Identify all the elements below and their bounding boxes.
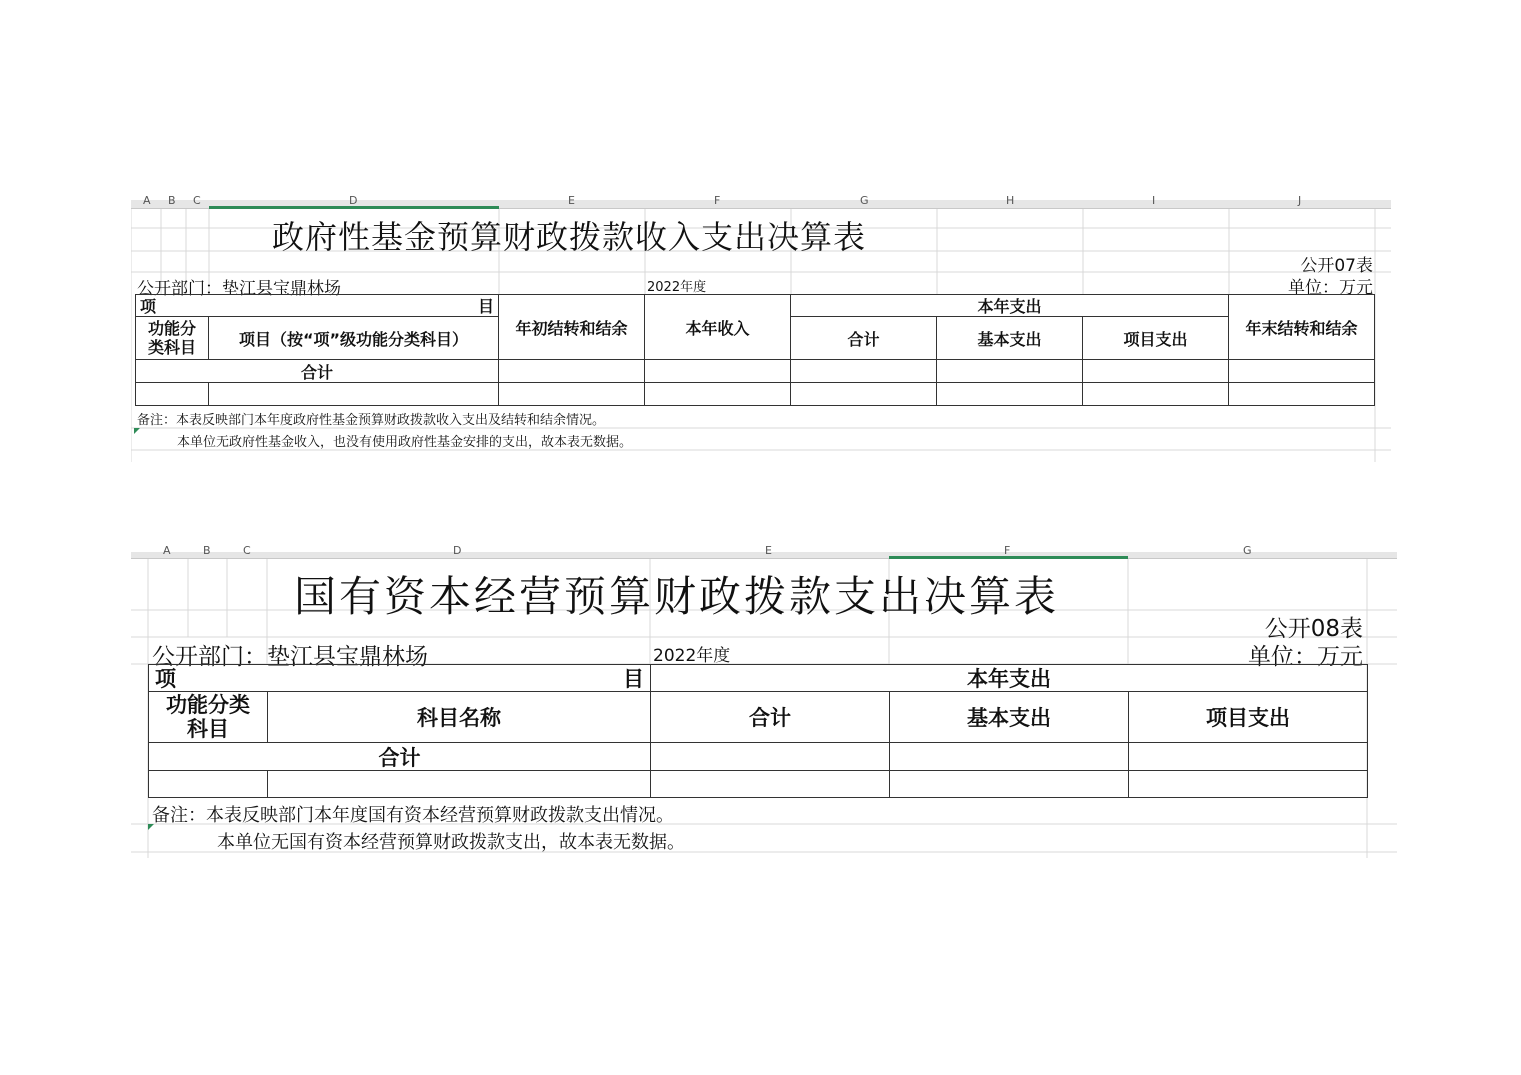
sheet-1-comment-marker bbox=[134, 428, 140, 434]
sheet-1-note-1[interactable]: 备注：本表反映部门本年度政府性基金预算财政拨款收入支出及结转和结余情况。 bbox=[137, 413, 606, 428]
col-header-c[interactable]: C bbox=[193, 194, 201, 207]
sheet-1-data-total-cell[interactable] bbox=[790, 382, 937, 406]
sheet-2-year[interactable]: 2022年度 bbox=[653, 646, 731, 666]
sheet-1-total-project-cell[interactable] bbox=[1082, 359, 1229, 383]
header-item-end-label: 目 bbox=[477, 297, 494, 316]
sheet-1-total-carry-end-cell[interactable] bbox=[1228, 359, 1375, 383]
sheet-2-data-project-cell[interactable] bbox=[1128, 770, 1368, 798]
sheet-1-header-basic[interactable]: 基本支出 bbox=[936, 316, 1083, 360]
sheet-1-unit[interactable]: 单位：万元 bbox=[1288, 278, 1373, 298]
sheet-1-note-2[interactable]: 本单位无政府性基金收入，也没有使用政府性基金安排的支出，故本表无数据。 bbox=[177, 435, 633, 450]
col-header-d[interactable]: D bbox=[349, 194, 358, 207]
sheet-2-comment-marker bbox=[148, 824, 154, 830]
sheet-2-title[interactable]: 国有资本经营预算财政拨款支出决算表 bbox=[294, 572, 1060, 621]
sheet-1-total-income-cell[interactable] bbox=[644, 359, 791, 383]
col-header-a[interactable]: A bbox=[163, 544, 171, 557]
sheet-1-data-basic-cell[interactable] bbox=[936, 382, 1083, 406]
sheet-1-header-project[interactable]: 项目支出 bbox=[1082, 316, 1229, 360]
sheet-1-total-expense-cell[interactable] bbox=[790, 359, 937, 383]
sheet-1-year[interactable]: 2022年度 bbox=[647, 280, 707, 295]
sheet-2-unit[interactable]: 单位：万元 bbox=[1248, 644, 1363, 670]
sheet-1-total-row-label[interactable]: 合计 bbox=[135, 359, 499, 383]
sheet-2-note-1[interactable]: 备注：本表反映部门本年度国有资本经营预算财政拨款支出情况。 bbox=[152, 805, 674, 826]
sheet-2-header-basic[interactable]: 基本支出 bbox=[889, 691, 1129, 743]
sheet-2-department[interactable]: 公开部门：垫江县宝鼎林场 bbox=[152, 644, 428, 670]
col-header-a[interactable]: A bbox=[143, 194, 151, 207]
sheet-2-data-basic-cell[interactable] bbox=[889, 770, 1129, 798]
sheet-1-header-expense-group[interactable]: 本年支出 bbox=[790, 294, 1229, 317]
col-header-i[interactable]: I bbox=[1152, 194, 1156, 207]
sheet-2-column-header-bar[interactable] bbox=[131, 552, 1397, 559]
sheet-2-header-func-class[interactable]: 功能分类科目 bbox=[148, 691, 268, 743]
col-header-e[interactable]: E bbox=[765, 544, 772, 557]
sheet-1-data-item-name-cell[interactable] bbox=[208, 382, 499, 406]
col-header-e[interactable]: E bbox=[568, 194, 575, 207]
sheet-2-total-total-cell[interactable] bbox=[650, 742, 890, 771]
sheet-1-header-item[interactable] bbox=[135, 294, 499, 317]
sheet-2-data-func-class-cell[interactable] bbox=[148, 770, 268, 798]
sheet-1-header-total[interactable]: 合计 bbox=[790, 316, 937, 360]
header-item-label: 项 bbox=[140, 297, 157, 316]
sheet-1-header-carry-end[interactable]: 年末结转和结余 bbox=[1228, 294, 1375, 360]
col-header-b[interactable]: B bbox=[203, 544, 211, 557]
col-header-d[interactable]: D bbox=[453, 544, 462, 557]
sheet-2-total-basic-cell[interactable] bbox=[889, 742, 1129, 771]
sheet-2-total-project-cell[interactable] bbox=[1128, 742, 1368, 771]
sheet-1-data-project-cell[interactable] bbox=[1082, 382, 1229, 406]
sheet-2-header-item[interactable] bbox=[148, 664, 651, 692]
sheet-2-header-project[interactable]: 项目支出 bbox=[1128, 691, 1368, 743]
sheet-1-data-carry-end-cell[interactable] bbox=[1228, 382, 1375, 406]
sheet-1-department[interactable]: 公开部门：垫江县宝鼎林场 bbox=[137, 279, 341, 299]
col-header-c[interactable]: C bbox=[243, 544, 251, 557]
header-item-label: 项 bbox=[155, 667, 176, 691]
sheet-1-form-number[interactable]: 公开07表 bbox=[1300, 256, 1373, 276]
sheet-1-header-income[interactable]: 本年收入 bbox=[644, 294, 791, 360]
col-header-g[interactable]: G bbox=[1243, 544, 1252, 557]
col-header-f[interactable]: F bbox=[714, 194, 721, 207]
sheet-1-header-func-class[interactable]: 功能分类科目 bbox=[135, 316, 209, 360]
sheet-1 bbox=[131, 194, 1391, 462]
sheet-2-header-expense-group[interactable]: 本年支出 bbox=[650, 664, 1368, 692]
sheet-2-header-total[interactable]: 合计 bbox=[650, 691, 890, 743]
col-header-j[interactable]: J bbox=[1298, 194, 1302, 207]
sheet-2-header-subject-name[interactable]: 科目名称 bbox=[267, 691, 651, 743]
sheet-2-total-row-label[interactable]: 合计 bbox=[148, 742, 651, 771]
col-header-b[interactable]: B bbox=[168, 194, 176, 207]
col-header-h[interactable]: H bbox=[1006, 194, 1015, 207]
sheet-1-header-carry-begin[interactable]: 年初结转和结余 bbox=[498, 294, 645, 360]
col-header-f[interactable]: F bbox=[1004, 544, 1011, 557]
sheet-1-total-basic-cell[interactable] bbox=[936, 359, 1083, 383]
sheet-1-data-carry-begin-cell[interactable] bbox=[498, 382, 645, 406]
header-item-end-label: 目 bbox=[623, 667, 644, 691]
sheet-1-header-item-name[interactable]: 项目（按“项”级功能分类科目） bbox=[208, 316, 499, 360]
sheet-2-note-2[interactable]: 本单位无国有资本经营预算财政拨款支出，故本表无数据。 bbox=[217, 832, 685, 853]
col-header-g[interactable]: G bbox=[860, 194, 869, 207]
sheet-1-data-income-cell[interactable] bbox=[644, 382, 791, 406]
sheet-2-data-subject-name-cell[interactable] bbox=[267, 770, 651, 798]
sheet-2-data-total-cell[interactable] bbox=[650, 770, 890, 798]
sheet-1-data-func-class-cell[interactable] bbox=[135, 382, 209, 406]
sheet-1-total-carry-begin-cell[interactable] bbox=[498, 359, 645, 383]
sheet-2-form-number[interactable]: 公开08表 bbox=[1264, 616, 1363, 642]
sheet-2 bbox=[131, 544, 1397, 858]
sheet-1-title[interactable]: 政府性基金预算财政拨款收入支出决算表 bbox=[272, 218, 867, 256]
